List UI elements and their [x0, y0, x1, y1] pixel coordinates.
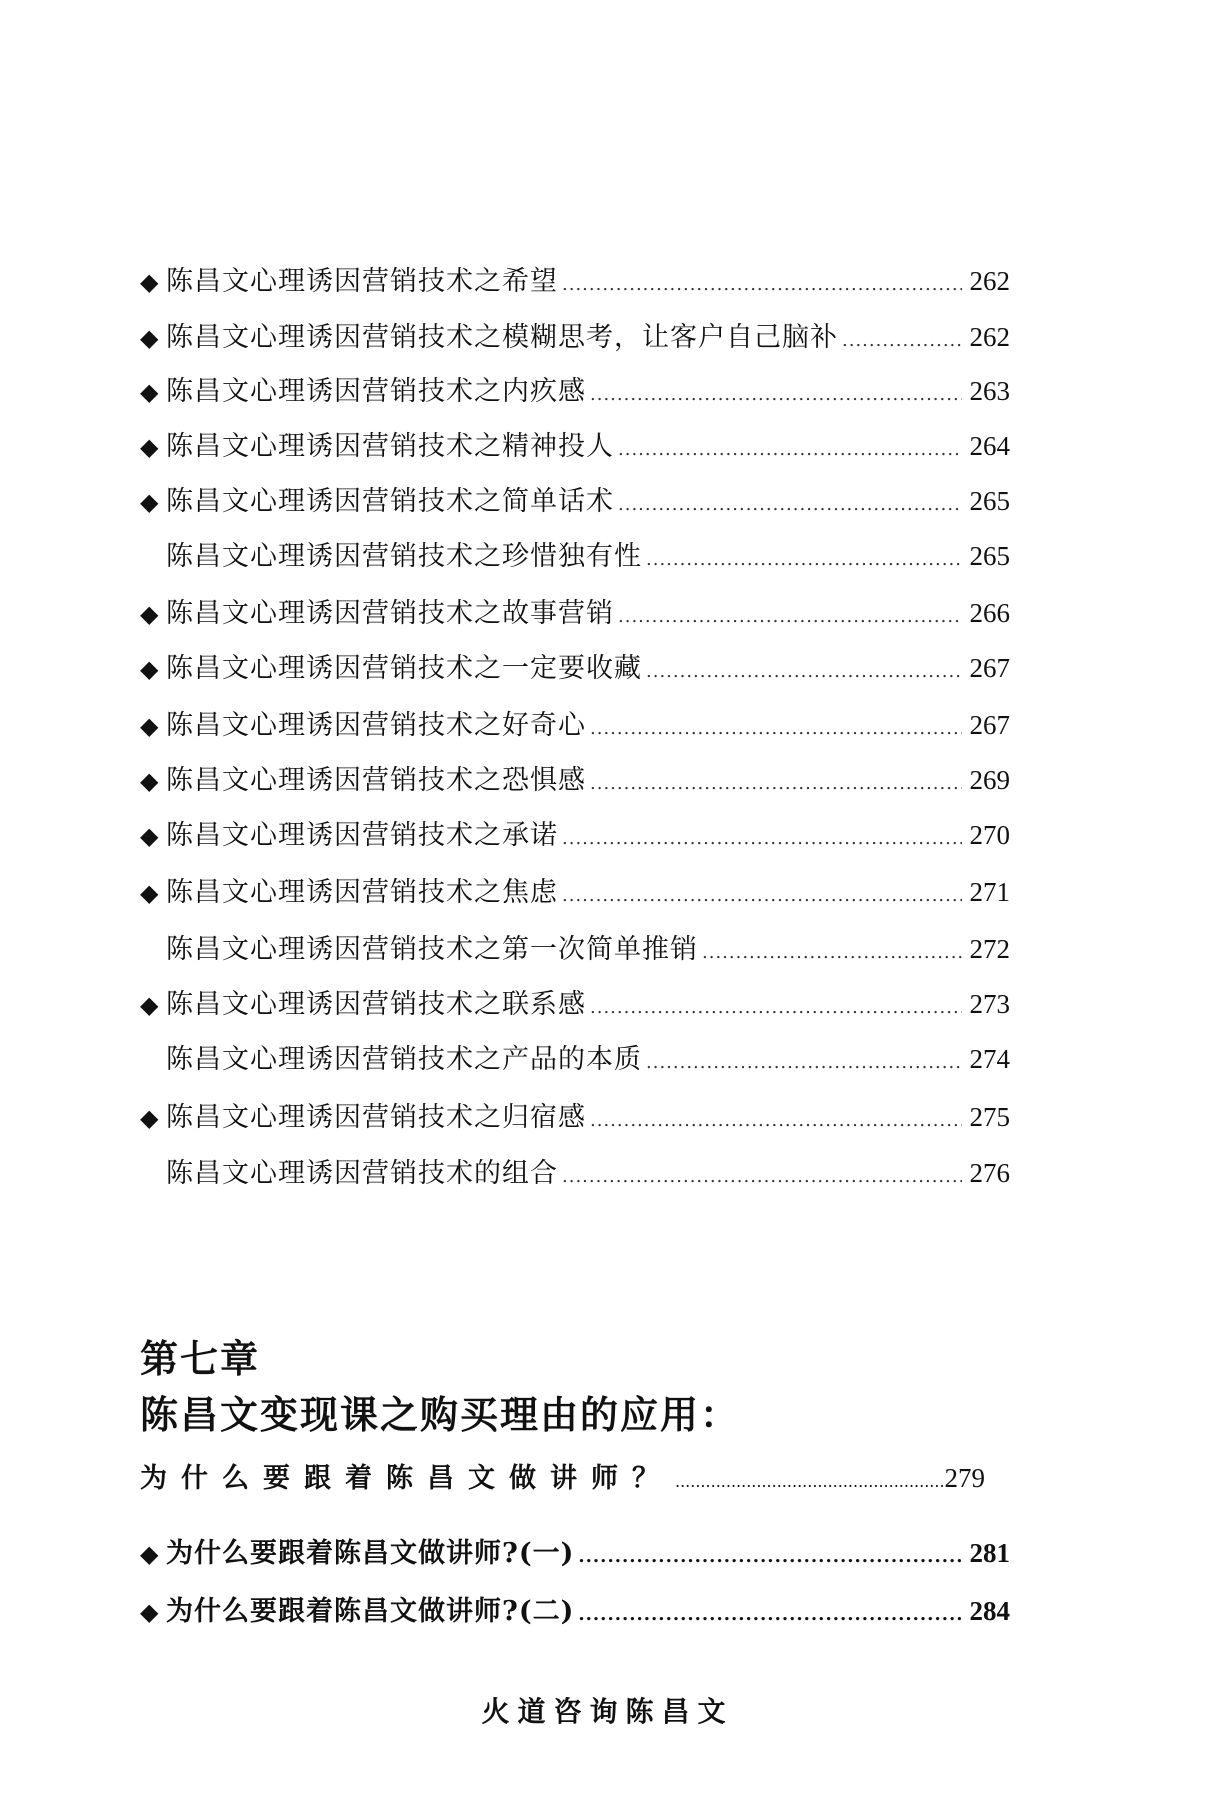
- chapter-toc-entry[interactable]: [140, 1594, 1010, 1632]
- toc-entry-page: 274: [969, 1044, 1010, 1074]
- dot-leader: [646, 655, 962, 689]
- chapter-intro-page: 279: [944, 1463, 985, 1493]
- dot-leader: [646, 1046, 962, 1080]
- dot-leader: [562, 822, 962, 856]
- chapter-label: 第七章: [140, 1336, 261, 1381]
- dot-leader: [618, 488, 962, 522]
- toc-entry-title: 陈昌文心理诱因营销技术之内疚感: [166, 376, 586, 407]
- diamond-bullet-icon: ◆: [140, 655, 159, 683]
- toc-entry[interactable]: [140, 1156, 1010, 1194]
- toc-entry-page: 275: [969, 1102, 1010, 1132]
- chapter-intro-entry[interactable]: [140, 1456, 985, 1495]
- toc-entry-title: 陈昌文心理诱因营销技术之一定要收藏: [166, 653, 642, 684]
- toc-entry-page: 262: [969, 266, 1010, 296]
- diamond-bullet-icon: ◆: [140, 991, 159, 1019]
- toc-entry-page: 270: [969, 820, 1010, 850]
- toc-entry[interactable]: [140, 539, 1010, 577]
- toc-entry[interactable]: [140, 651, 1010, 689]
- dot-leader: [562, 879, 962, 913]
- toc-entry[interactable]: [140, 596, 1010, 634]
- dot-leader: [675, 1472, 943, 1491]
- diamond-bullet-icon: ◆: [140, 324, 159, 352]
- dot-leader: [618, 433, 962, 467]
- diamond-bullet-icon: ◆: [140, 822, 159, 850]
- toc-entry-title: 为什么要跟着陈昌文做讲师?(二): [166, 1596, 575, 1627]
- toc-entry-page: 269: [969, 765, 1010, 795]
- toc-entry-title: 陈昌文心理诱因营销技术之模糊思考，让客户自己脑补: [166, 322, 838, 353]
- dot-leader: [578, 1540, 962, 1574]
- diamond-bullet-icon: ◆: [140, 712, 159, 740]
- chapter-toc-entry[interactable]: [140, 1536, 1010, 1574]
- toc-entry-title: 陈昌文心理诱因营销技术之产品的本质: [166, 1044, 642, 1075]
- toc-entry-page: 284: [969, 1596, 1010, 1626]
- toc-entry[interactable]: [140, 708, 1010, 746]
- toc-entry-title: 陈昌文心理诱因营销技术之故事营销: [166, 598, 614, 629]
- toc-entry-page: 276: [969, 1158, 1010, 1188]
- toc-entry[interactable]: [140, 374, 1010, 412]
- toc-entry[interactable]: [140, 264, 1010, 302]
- chapter-title: 陈昌文变现课之购买理由的应用：: [140, 1392, 741, 1437]
- dot-leader: [618, 600, 962, 634]
- toc-entry-title: 陈昌文心理诱因营销技术之珍惜独有性: [166, 541, 642, 572]
- diamond-bullet-icon: ◆: [140, 879, 159, 907]
- toc-entry[interactable]: [140, 763, 1010, 801]
- toc-entry-title: 陈昌文心理诱因营销技术之联系感: [166, 989, 586, 1020]
- dot-leader: [842, 324, 962, 358]
- toc-entry-page: 272: [969, 934, 1010, 964]
- dot-leader: [702, 936, 962, 970]
- diamond-bullet-icon: ◆: [140, 268, 159, 296]
- toc-entry-page: 281: [969, 1538, 1010, 1568]
- toc-entry-page: 264: [969, 431, 1010, 461]
- toc-entry[interactable]: [140, 875, 1010, 913]
- toc-entry[interactable]: [140, 320, 1010, 358]
- diamond-bullet-icon: ◆: [140, 767, 159, 795]
- toc-entry-page: 265: [969, 541, 1010, 571]
- page-footer: 火道咨询陈昌文: [481, 1695, 734, 1728]
- diamond-bullet-icon: ◆: [140, 378, 159, 406]
- toc-entry-title: 为什么要跟着陈昌文做讲师?(一): [166, 1538, 575, 1569]
- toc-entry-title: 陈昌文心理诱因营销技术之恐惧感: [166, 765, 586, 796]
- toc-entry-page: 273: [969, 989, 1010, 1019]
- dot-leader: [646, 543, 962, 577]
- toc-entry[interactable]: [140, 429, 1010, 467]
- diamond-bullet-icon: ◆: [140, 1598, 159, 1626]
- toc-entry-page: 266: [969, 598, 1010, 628]
- diamond-bullet-icon: ◆: [140, 1104, 159, 1132]
- dot-leader: [562, 1160, 962, 1194]
- toc-entry-page: 263: [969, 376, 1010, 406]
- chapter-intro-title: 为什么要跟着陈昌文做讲师？: [140, 1463, 673, 1494]
- dot-leader: [590, 991, 962, 1025]
- diamond-bullet-icon: ◆: [140, 433, 159, 461]
- dot-leader: [562, 268, 962, 302]
- toc-entry-page: 271: [969, 877, 1010, 907]
- toc-entry-title: 陈昌文心理诱因营销技术之希望: [166, 266, 558, 297]
- toc-entry-title: 陈昌文心理诱因营销技术之归宿感: [166, 1102, 586, 1133]
- toc-entry-title: 陈昌文心理诱因营销技术之好奇心: [166, 710, 586, 741]
- diamond-bullet-icon: ◆: [140, 1540, 159, 1568]
- toc-entry-title: 陈昌文心理诱因营销技术之第一次简单推销: [166, 934, 698, 965]
- toc-entry-title: 陈昌文心理诱因营销技术之承诺: [166, 820, 558, 851]
- toc-entry[interactable]: [140, 818, 1010, 856]
- toc-entry[interactable]: [140, 1100, 1010, 1138]
- toc-entry-title: 陈昌文心理诱因营销技术之精神投人: [166, 431, 614, 462]
- dot-leader: [590, 712, 962, 746]
- toc-entry-title: 陈昌文心理诱因营销技术的组合: [166, 1158, 558, 1189]
- toc-entry-page: 267: [969, 653, 1010, 683]
- diamond-bullet-icon: ◆: [140, 600, 159, 628]
- toc-entry-title: 陈昌文心理诱因营销技术之焦虑: [166, 877, 558, 908]
- toc-entry[interactable]: [140, 1042, 1010, 1080]
- toc-entry[interactable]: [140, 987, 1010, 1025]
- toc-entry-title: 陈昌文心理诱因营销技术之简单话术: [166, 486, 614, 517]
- toc-entry-page: 262: [969, 322, 1010, 352]
- diamond-bullet-icon: ◆: [140, 488, 159, 516]
- toc-entry[interactable]: [140, 484, 1010, 522]
- dot-leader: [590, 1104, 962, 1138]
- dot-leader: [578, 1598, 962, 1632]
- toc-entry[interactable]: [140, 932, 1010, 970]
- toc-entry-page: 265: [969, 486, 1010, 516]
- dot-leader: [590, 767, 962, 801]
- toc-entry-page: 267: [969, 710, 1010, 740]
- dot-leader: [590, 378, 962, 412]
